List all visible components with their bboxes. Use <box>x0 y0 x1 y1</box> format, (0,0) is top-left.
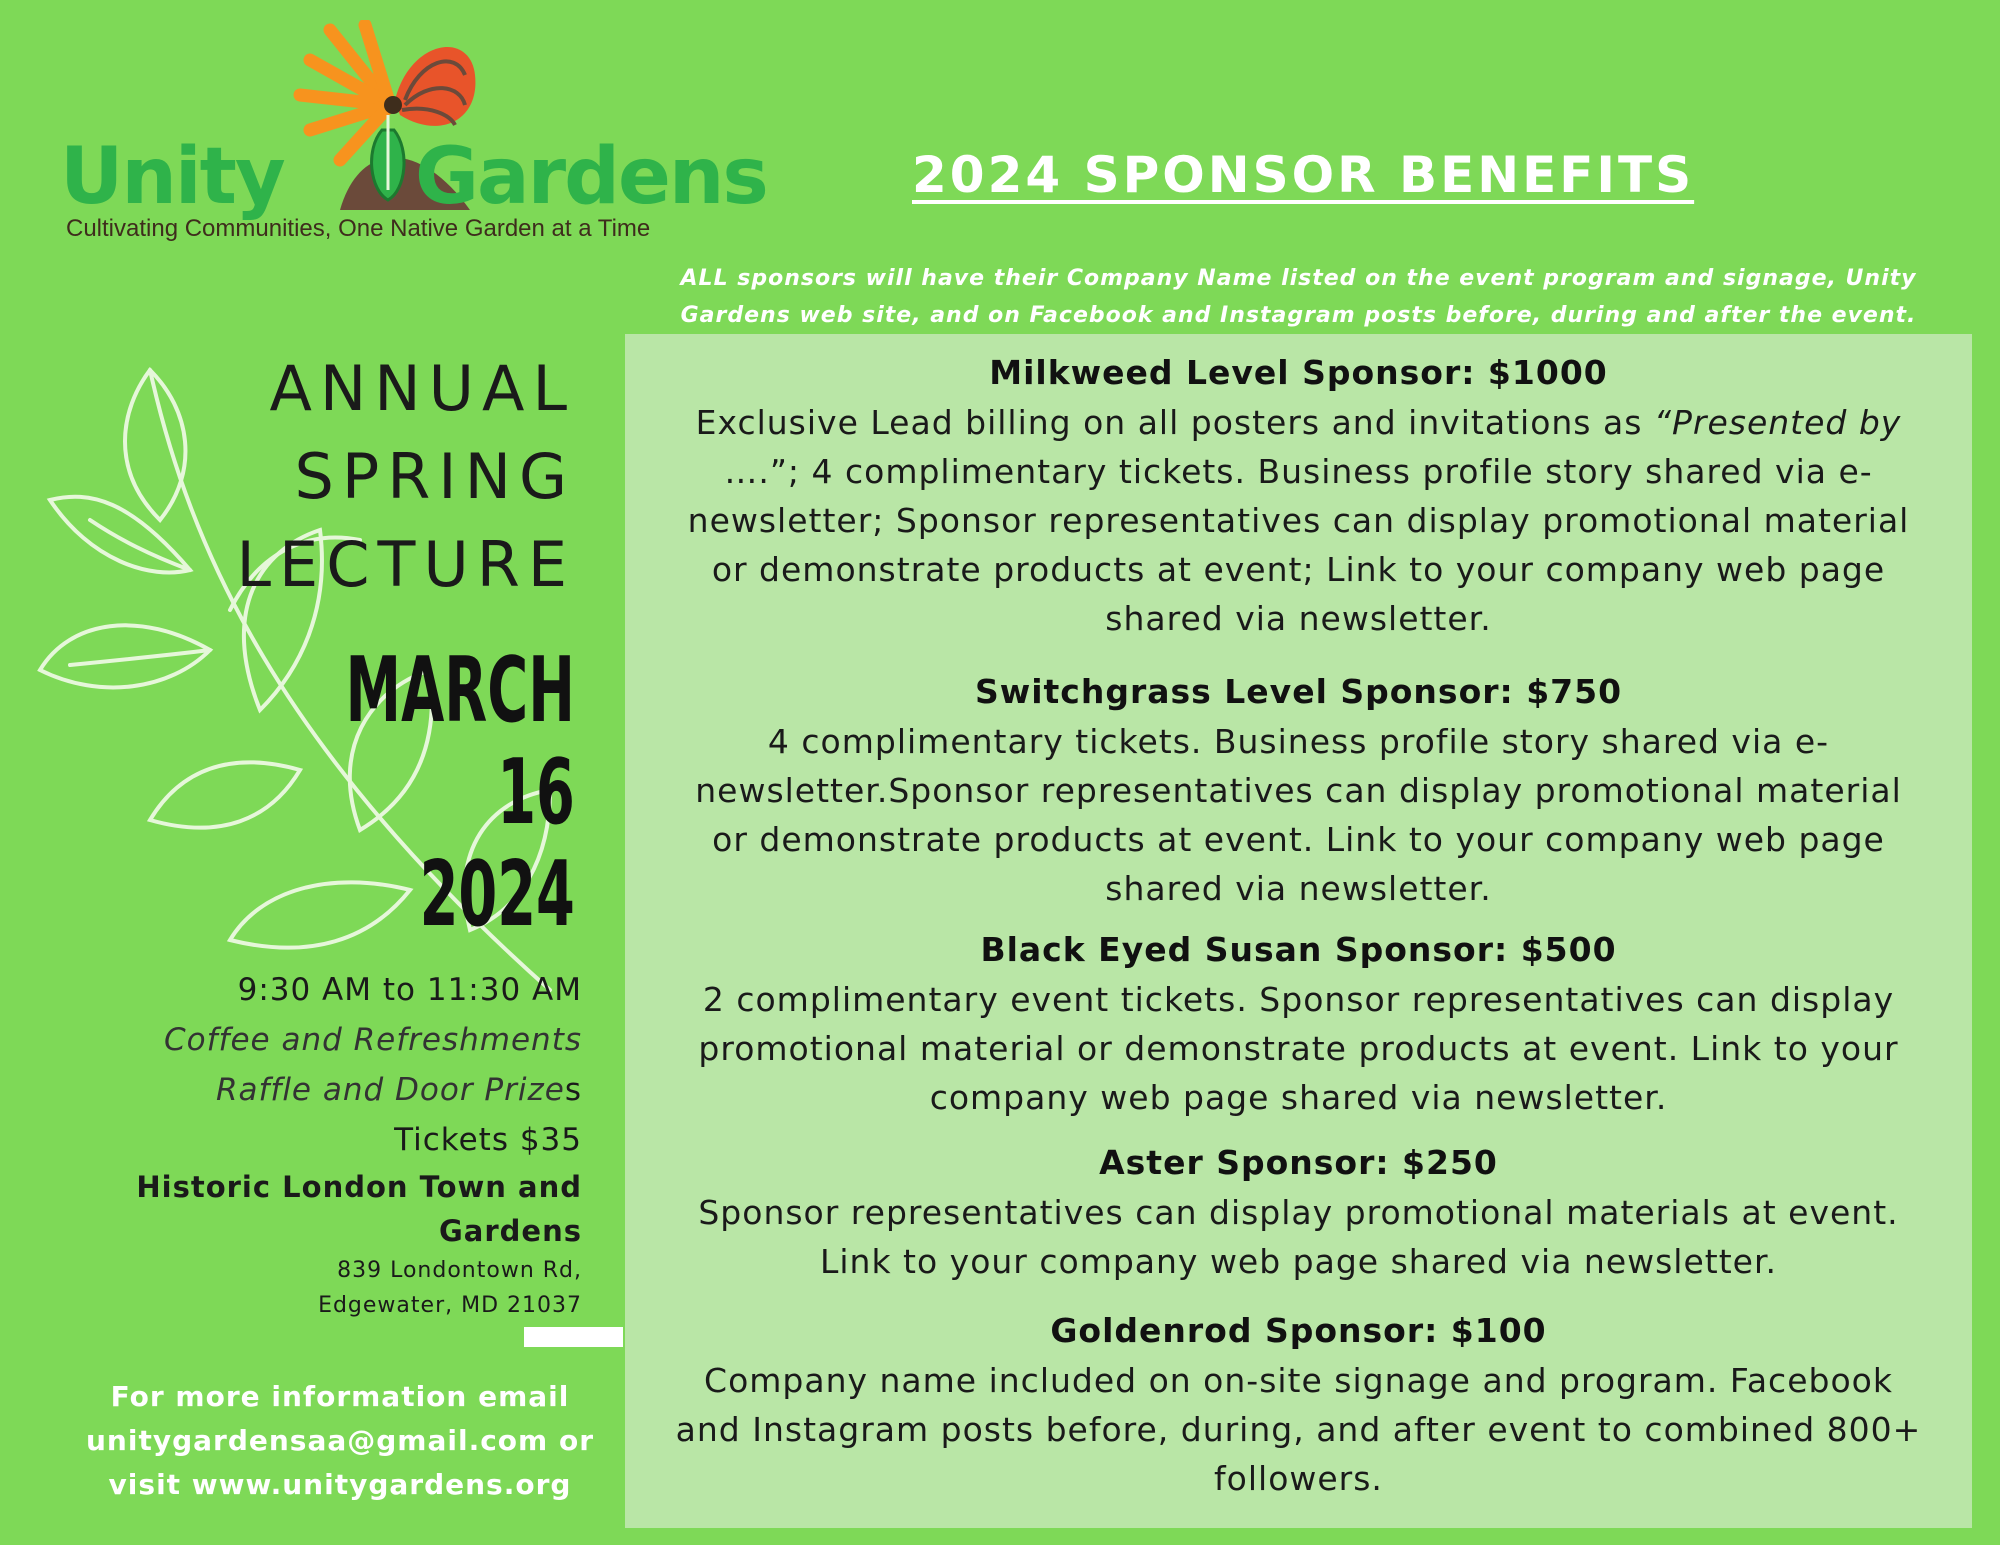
note-line: Gardens web site, and on Facebook and Instagram posts before, during and after the event. <box>680 303 1917 328</box>
logo-tagline: Cultivating Communities, One Native Garden at a Time <box>66 215 651 242</box>
venue-name-line: Historic London Town and <box>136 1170 582 1204</box>
tier-title: Switchgrass Level Sponsor: $750 <box>974 672 1623 711</box>
tier-line-italic: “Presented by <box>1653 403 1902 442</box>
tier-line: and Instagram posts before, during, and after event to combined 800+ <box>675 1410 1922 1449</box>
tier-line: 2 complimentary event tickets. Sponsor representatives can display <box>702 980 1895 1019</box>
contact-email-line[interactable]: unitygardensaa@gmail.com or <box>85 1424 595 1457</box>
note-line: ALL sponsors will have their Company Name listed on the event program and signage, Unity <box>680 266 1917 291</box>
tier-line: Company name included on on-site signage and program. Facebook <box>704 1361 1893 1400</box>
sponsor-benefits-panel <box>625 260 1972 1528</box>
event-perk-raffle <box>22 1065 582 1115</box>
event-title-line: SPRING <box>294 440 575 513</box>
event-ticket-price: Tickets $35 <box>394 1122 582 1158</box>
event-time: 9:30 AM to 11:30 AM <box>237 972 582 1008</box>
event-details <box>22 965 582 1323</box>
contact-website-line[interactable]: visit www.unitygardens.org <box>108 1468 572 1501</box>
tier-line: Link to your company web page shared via newsletter. <box>819 1242 1777 1281</box>
tier-title: Black Eyed Susan Sponsor: $500 <box>980 930 1617 969</box>
tier-line: 4 complimentary tickets. Business profile story shared via e- <box>767 722 1830 761</box>
event-perk-refreshments: Coffee and Refreshments <box>164 1022 582 1058</box>
venue-address-line: 839 Londontown Rd, <box>337 1258 582 1283</box>
tier-line: or demonstrate products at event. Link to your company web page <box>712 820 1885 859</box>
logo-name-left: Unity <box>60 132 284 222</box>
tier-line: newsletter.Sponsor representatives can display promotional material <box>695 771 1902 810</box>
sponsor-benefits-heading: 2024 SPONSOR BENEFITS <box>912 146 1695 204</box>
tier-black-eyed-susan <box>625 925 1972 1122</box>
tier-aster <box>625 1138 1972 1286</box>
tier-line: Sponsor representatives can display promotional materials at event. <box>698 1193 1899 1232</box>
contact-line: For more information email <box>110 1380 570 1413</box>
tier-line: shared via newsletter. <box>1105 599 1492 638</box>
tier-description <box>645 398 1952 643</box>
event-perk-raffle-tail: s <box>564 1072 582 1108</box>
tier-line: followers. <box>1214 1459 1383 1498</box>
logo-name-right: Gardens <box>415 132 767 222</box>
unity-gardens-logo <box>60 20 767 250</box>
tier-title: Aster Sponsor: $250 <box>1099 1143 1498 1182</box>
event-title <box>236 345 575 609</box>
contact-info <box>60 1375 620 1507</box>
all-sponsors-note <box>625 260 1972 334</box>
tier-line: ….”; 4 complimentary tickets. Business profile story shared via e- <box>724 452 1873 491</box>
event-title-line: ANNUAL <box>269 352 575 425</box>
venue-address-line: Edgewater, MD 21037 <box>318 1293 582 1318</box>
tier-milkweed <box>625 348 1972 643</box>
tier-goldenrod <box>625 1306 1972 1503</box>
event-title-line: LECTURE <box>236 528 575 601</box>
event-perk-raffle-text: Raffle and Door Prize <box>215 1072 565 1108</box>
tier-line: company web page shared via newsletter. <box>929 1078 1668 1117</box>
tier-title: Goldenrod Sponsor: $100 <box>1050 1311 1547 1350</box>
tier-line <box>645 398 1952 447</box>
tier-line: newsletter; Sponsor representatives can display promotional material <box>687 501 1910 540</box>
event-date-day: 16 <box>497 740 575 845</box>
event-date-year: 2024 <box>419 842 575 947</box>
tier-line: promotional material or demonstrate products at event. Link to your <box>698 1029 1899 1068</box>
tier-description <box>645 717 1952 913</box>
event-date <box>346 640 575 946</box>
venue-name-line: Gardens <box>438 1214 582 1248</box>
tier-description <box>645 975 1952 1122</box>
tier-switchgrass <box>625 667 1972 913</box>
tier-title: Milkweed Level Sponsor: $1000 <box>989 353 1608 392</box>
tier-line-text: Exclusive Lead billing on all posters and invitations as <box>695 403 1654 442</box>
tier-line: or demonstrate products at event; Link to your company web page <box>711 550 1886 589</box>
event-date-month: MARCH <box>345 638 575 743</box>
tier-line: shared via newsletter. <box>1105 869 1492 908</box>
tier-description <box>645 1188 1952 1286</box>
tier-description <box>645 1356 1952 1503</box>
divider-bar <box>524 1327 623 1347</box>
